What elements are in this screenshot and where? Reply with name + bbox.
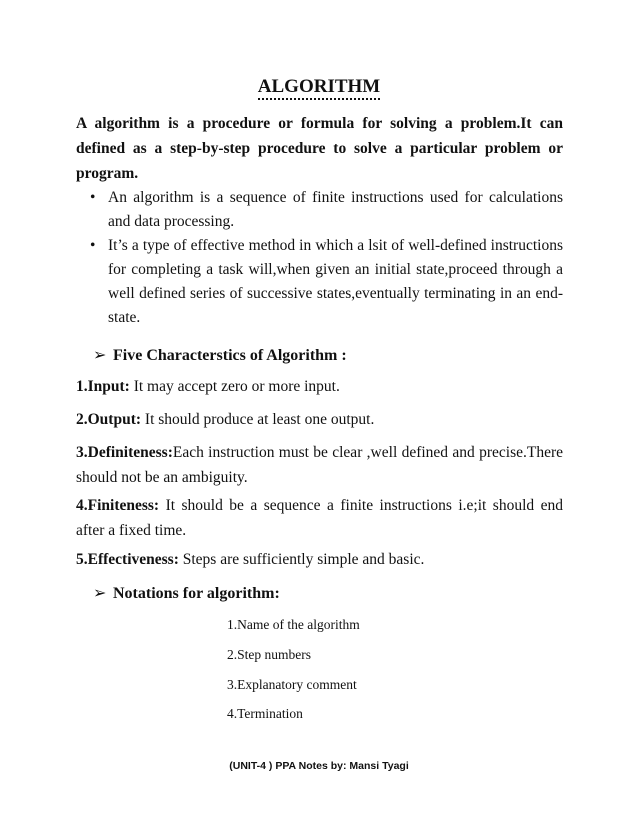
characteristic-item [76, 547, 563, 572]
characteristic-text: It should be a sequence a finite instructions i.e;it should end after a fixed time. [76, 497, 563, 539]
characteristic-label: 1.Input: [76, 378, 130, 395]
characteristic-item [76, 493, 563, 543]
characteristic-item [76, 407, 563, 432]
arrow-bullet-icon: ➢ [93, 585, 107, 602]
list-item [90, 234, 563, 330]
page-title [0, 76, 638, 98]
characteristic-label: 5.Effectiveness: [76, 551, 179, 568]
section-heading-notations [93, 583, 280, 603]
page-title-text: ALGORITHM [258, 76, 380, 100]
list-item [90, 186, 563, 234]
bullet-text: It’s a type of effective method in which a lsit of well-defined instructions for completing a task will,when given an initial state,proceed through a well defined series of successive states,eventually terminating in an end-state. [108, 237, 563, 326]
section-heading-characteristics [93, 345, 347, 365]
characteristic-label: 3.Definiteness: [76, 444, 173, 461]
notation-item: 3.Explanatory comment [227, 677, 357, 692]
characteristic-item [76, 374, 563, 399]
characteristic-text: Each instruction must be clear ,well defined and precise.There should not be an ambiguity. [76, 444, 563, 486]
bullet-icon: • [90, 237, 96, 254]
characteristic-label: 4.Finiteness: [76, 497, 160, 514]
page-footer: (UNIT-4 ) PPA Notes by: Mansi Tyagi [229, 760, 409, 772]
notation-item: 2.Step numbers [227, 647, 311, 662]
notation-item: 1.Name of the algorithm [227, 617, 360, 632]
bullet-list [90, 186, 563, 330]
characteristic-item [76, 440, 563, 490]
bullet-icon: • [90, 189, 96, 206]
section-heading-text: Notations for algorithm: [113, 585, 280, 602]
arrow-bullet-icon: ➢ [93, 347, 107, 364]
notation-item: 4.Termination [227, 706, 303, 721]
intro-paragraph: A algorithm is a procedure or formula for solving a problem.It can defined as a step-by-step procedure to solve a particular problem or program. [76, 115, 563, 182]
characteristic-text: Steps are sufficiently simple and basic. [178, 551, 425, 568]
characteristic-text: It should produce at least one output. [141, 411, 375, 428]
characteristic-text: It may accept zero or more input. [129, 378, 340, 395]
characteristic-label: 2.Output: [76, 411, 142, 428]
bullet-text: An algorithm is a sequence of finite instructions used for calculations and data processing. [108, 189, 563, 230]
section-heading-text: Five Characterstics of Algorithm : [113, 347, 347, 364]
